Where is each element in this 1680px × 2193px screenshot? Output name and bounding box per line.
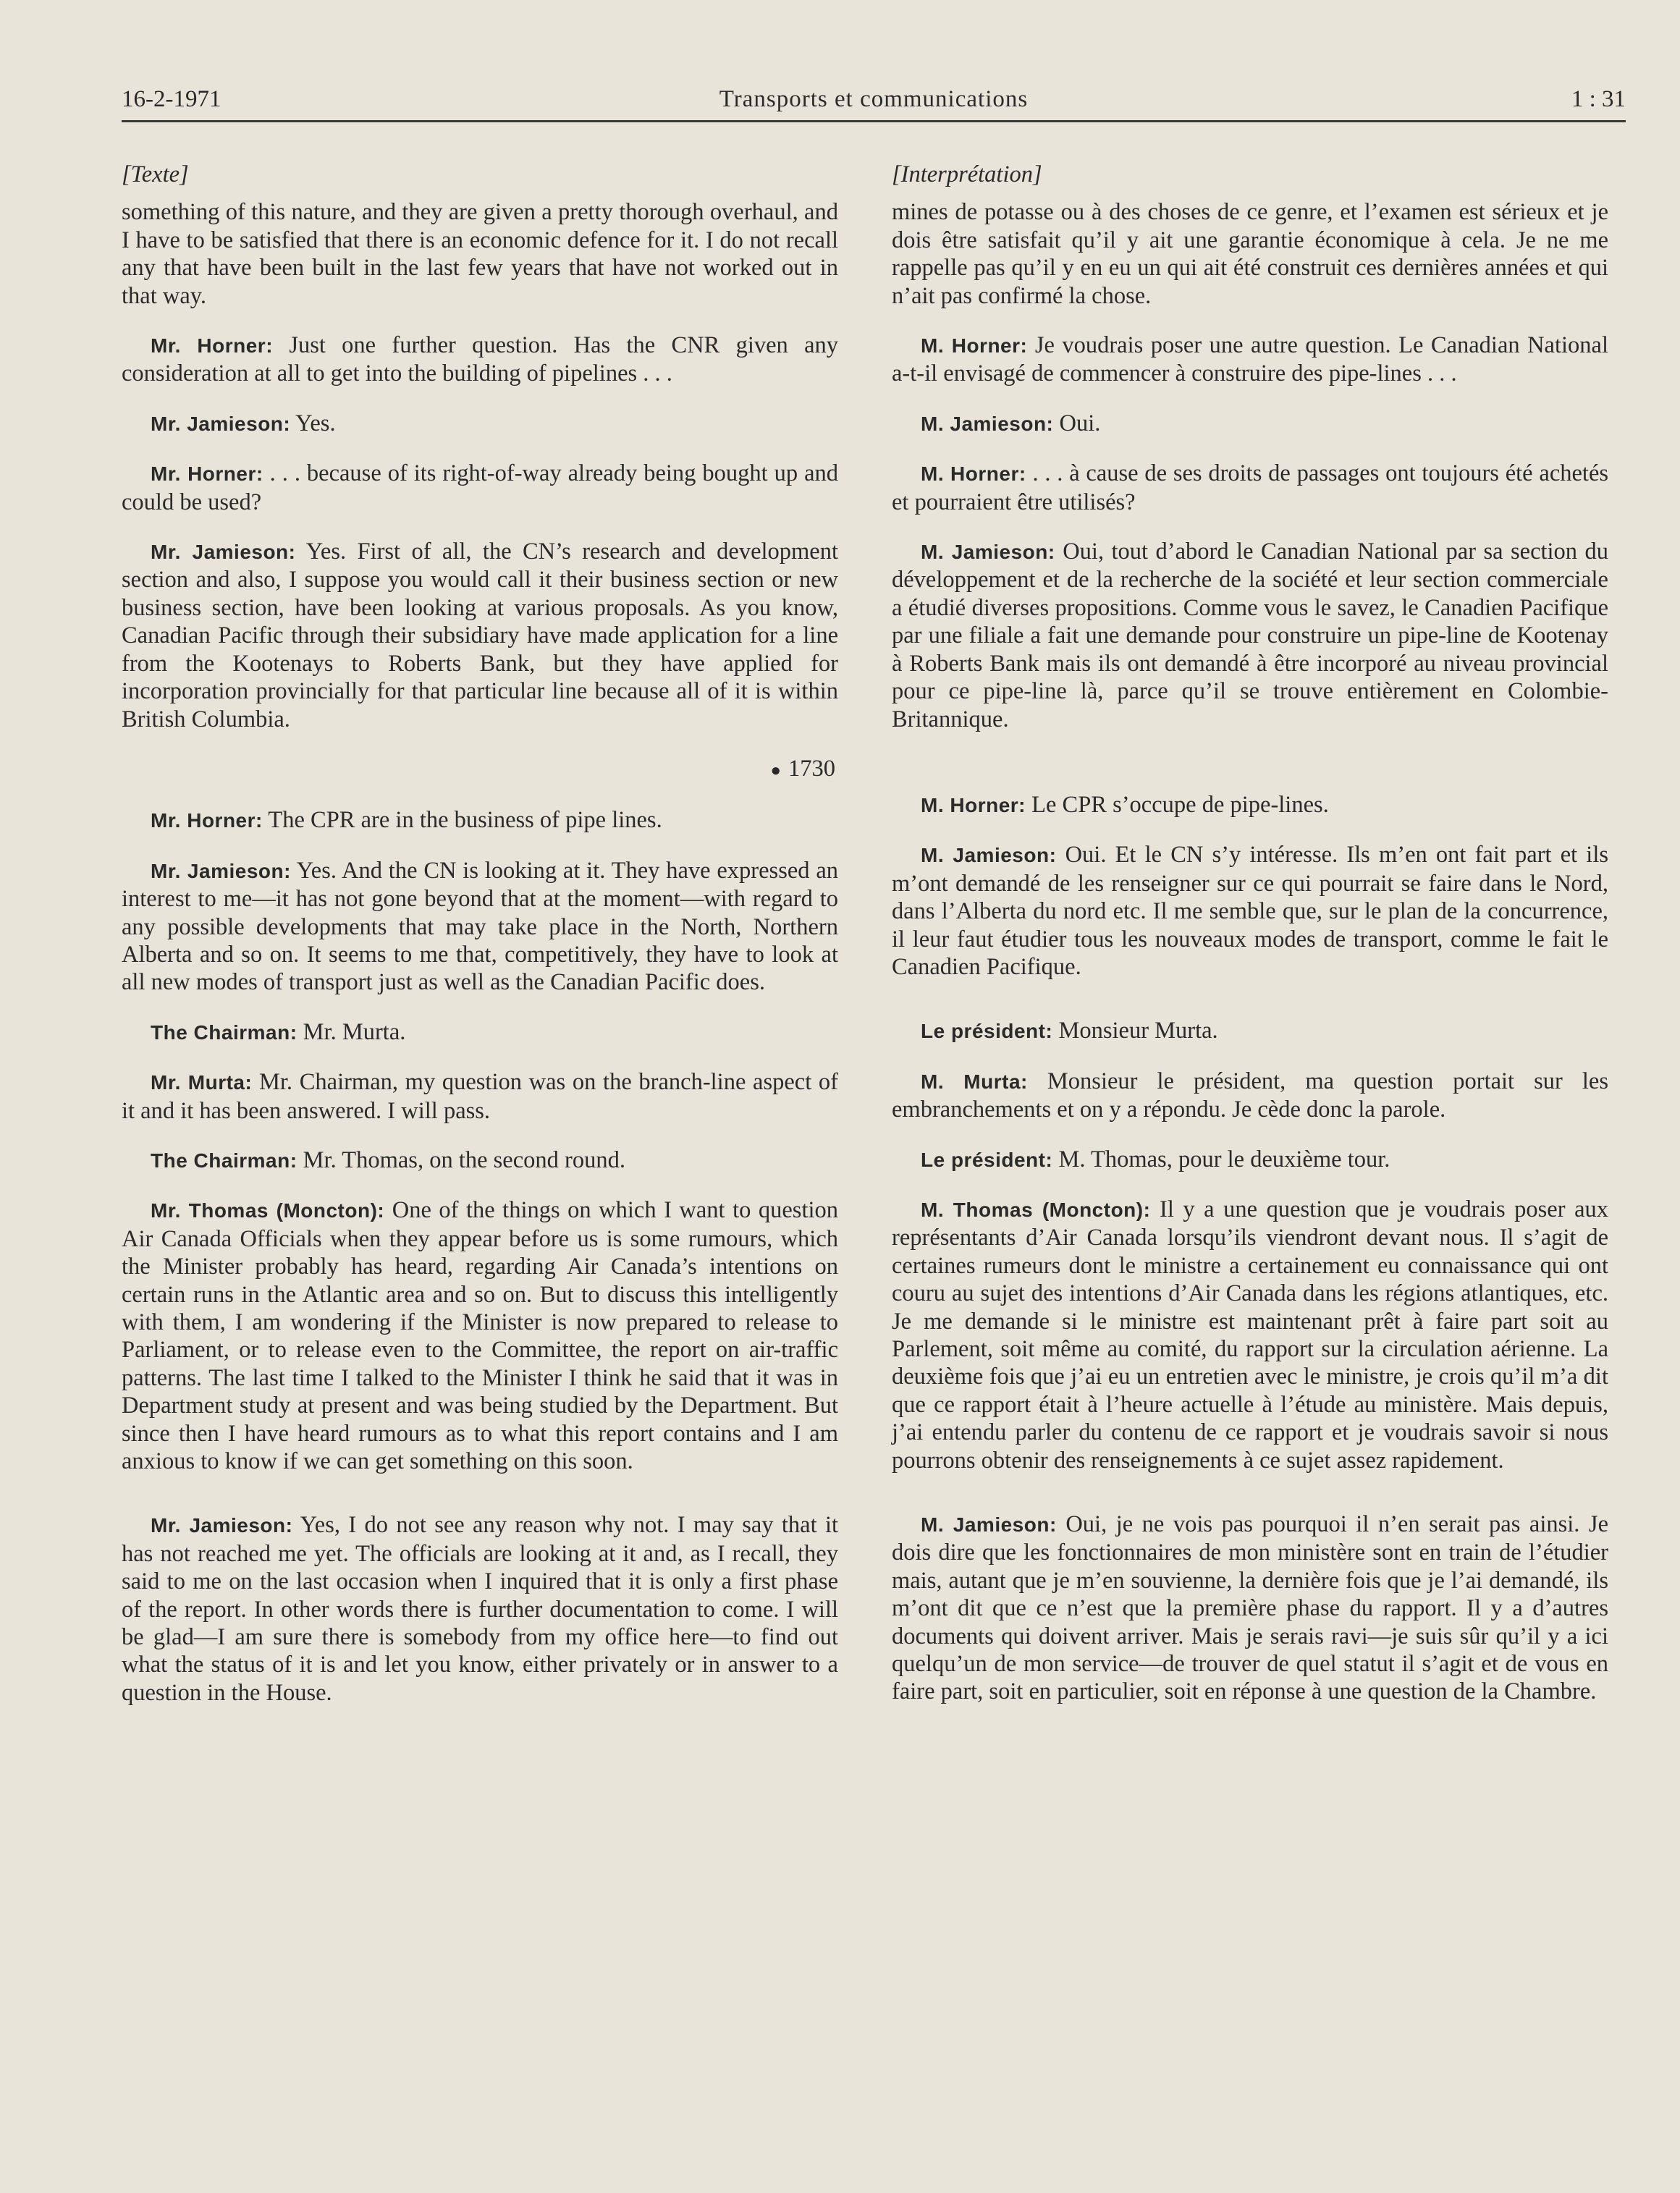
speaker-name: M. Jamieson: — [921, 541, 1055, 564]
paragraph: Le président: Monsieur Murta. — [921, 1018, 1218, 1044]
paragraph: M. Jamieson: Oui, tout d’abord le Canadian National par sa section du développement et de la recherche de la société et leur section commerciale a étudié diverses propositions. Comme vous le savez, le Canadien Pacifique par une filiale a fait une demande pour construire un pipe-line de Kootenay à Roberts Bank mais ils ont demandé à être incorporé au niveau provincial pour ce pipe-line là, parce qu’il se trouve entièrement en Colombie-Britannique. — [892, 538, 1609, 732]
paragraph: Mr. Horner: The CPR are in the business of pipe lines. — [151, 807, 662, 834]
speaker-name: M. Jamieson: — [921, 412, 1054, 435]
speaker-name: M. Thomas (Moncton): — [921, 1198, 1151, 1221]
paragraph: The Chairman: Mr. Murta. — [151, 1018, 406, 1045]
speaker-name: The Chairman: — [151, 1149, 297, 1172]
speaker-name: M. Murta: — [921, 1070, 1028, 1093]
paragraph: Mr. Horner: Just one further question. Has the CNR given any consideration at all to get into the building of pipelines . . . — [122, 332, 838, 387]
speaker-name: Mr. Jamieson: — [151, 541, 296, 564]
speaker-name: Mr. Horner: — [151, 809, 263, 832]
speaker-name: M. Jamieson: — [921, 1513, 1057, 1537]
paragraph: Mr. Horner: . . . because of its right-of-way already being bought up and could be used? — [122, 460, 838, 515]
paragraph: Mr. Jamieson: Yes, I do not see any reason why not. I may say that it has not reached me yet. The officials are looking at it and, as I recall, they said to me on the last occasion when I inquired that it is only a first phase of the report. In other words there is further documentation to come. I will be glad—I am sure there is somebody from my office here—to find out what the status of it is and let you know, either privately or in answer to a question in the House. — [122, 1512, 839, 1706]
paragraph: mines de potasse ou à des choses de ce genre, et l’examen est sérieux et je dois être satisfait qu’il y ait une garantie économique à cela. Je ne me rappelle pas qu’il y en eu un qui ait été construit ces dernières années et qui n’ait pas confirmé la chose. — [892, 199, 1608, 309]
speaker-name: Le président: — [921, 1148, 1053, 1171]
paragraph: The Chairman: Mr. Thomas, on the second round. — [151, 1146, 625, 1173]
paragraph: M. Horner: Le CPR s’occupe de pipe-lines. — [921, 791, 1329, 818]
speaker-name: Mr. Jamieson: — [151, 859, 291, 882]
paragraph: Mr. Jamieson: Yes. First of all, the CN’s research and development section and also, I suppose you would call it their business section or new business section, have been looking at various proposals. As you know, Canadian Pacific through their subsidiary have made application for a line from the Kootenays to Roberts Bank, but they have applied for incorporation provincially for that particular line because all of it is within British Columbia. — [122, 538, 839, 732]
speaker-name: M. Horner: — [921, 793, 1026, 816]
speaker-name: M. Horner: — [921, 462, 1026, 486]
paragraph: Mr. Jamieson: Yes. — [151, 410, 336, 436]
speaker-name: Mr. Thomas (Moncton): — [151, 1199, 385, 1222]
header-date: 16-2-1971 — [122, 86, 221, 112]
speaker-name: Mr. Horner: — [151, 334, 274, 358]
language-tag: [Interprétation] — [892, 161, 1042, 187]
speaker-name: The Chairman: — [151, 1021, 297, 1044]
time-marker: ● 1730 — [770, 755, 835, 782]
paragraph: Mr. Jamieson: Yes. And the CN is looking at it. They have expressed an interest to me—it has not gone beyond that at the moment—with regard to any possible developments that may take place in the North, Northern Alberta and so on. It seems to me that, competitively, they have to look at all new modes of transport just as well as the Canadian Pacific does. — [122, 857, 839, 996]
left-column — [122, 161, 838, 1728]
speaker-name: Mr. Horner: — [151, 462, 263, 486]
paragraph: M. Jamieson: Oui. Et le CN s’y intéresse. Ils m’en ont fait part et ils m’ont demandé de les renseigner sur ce qui pourrait se faire dans le Nord, dans l’Alberta du nord etc. Il me semble que, sur le plan de la concurrence, il leur faut étudier tous les nouveaux modes de transport, comme le fait le Canadien Pacifique. — [892, 842, 1608, 980]
paragraph: Mr. Murta: Mr. Chairman, my question was on the branch-line aspect of it and it has been answered. I will pass. — [122, 1069, 838, 1124]
speaker-name: M. Jamieson: — [921, 844, 1057, 867]
paragraph: something of this nature, and they are given a pretty thorough overhaul, and I have to be satisfied that there is an economic defence for it. I do not recall any that have been built in the last few years that have not worked out in that way. — [122, 199, 838, 309]
page-header — [122, 78, 1626, 119]
paragraph: M. Horner: . . . à cause de ses droits de passages ont toujours été achetés et pourraient être utilisés? — [892, 460, 1609, 515]
right-column — [892, 161, 1608, 1728]
speaker-name: Mr. Murta: — [151, 1071, 253, 1094]
language-tag: [Texte] — [122, 161, 189, 187]
paragraph: Mr. Thomas (Moncton): One of the things on which I want to question Air Canada Officials when they appear before us is some rumours, which the Minister probably has heard, regarding Air Canada’s intentions on certain runs in the Atlantic area and so on. But to discuss this intelligently with them, I am wondering if the Minister is now prepared to release to Parliament, or to release even to the Committee, the report on air-traffic patterns. The last time I talked to the Minister I think he said that it was in Department study at present and was being studied by the Department. But since then I have heard rumours as to what this report contains and I am anxious to know if we can get something on this soon. — [122, 1197, 838, 1475]
header-page-number: 1 : 31 — [1571, 86, 1626, 112]
paragraph: M. Horner: Je voudrais poser une autre question. Le Canadian National a-t-il envisagé de commencer à construire des pipe-lines . . . — [892, 332, 1608, 387]
paragraph: M. Thomas (Moncton): Il y a une question que je voudrais poser aux représentants d’Air Canada lorsqu’ils viendront devant nous. Il s’agit de certaines rumeurs dont le ministre a certainement eu connaissance qui ont couru au sujet des intentions d’Air Canada dans les régions atlantiques, etc. Je me demande si le ministre est maintenant prêt à faire part soit au Parlement, soit même au comité, du rapport sur la circulation aérienne. La deuxième fois que j’ai eu un entretien avec le ministre, je crois qu’il m’a dit que ce rapport était à l’heure actuelle à l’étude au ministère. Mais depuis, j’ai entendu parler du contenu de ce rapport et je voudrais savoir si nous pourrons obtenir des renseignements à ce sujet assez rapidement. — [892, 1196, 1609, 1474]
paragraph: M. Jamieson: Oui, je ne vois pas pourquoi il n’en serait pas ainsi. Je dois dire que les fonctionnaires de mon ministère sont en train de l’étudier mais, autant que je m’en souvienne, la dernière fois que je l’ai demandé, ils m’ont dit que ce n’est que la première phase du rapport. Il y a d’autres documents qui doivent arriver. Mais je serais ravi—je suis sûr qu’il y a ici quelqu’un de mon service—de trouver de quel statut il s’agit et de vous en faire part, soit en particulier, soit en réponse à une question de la Chambre. — [892, 1511, 1608, 1705]
speaker-name: Mr. Jamieson: — [151, 1514, 293, 1537]
speaker-name: Mr. Jamieson: — [151, 412, 291, 435]
speaker-name: Le président: — [921, 1020, 1053, 1043]
paragraph: M. Murta: Monsieur le président, ma question portait sur les embranchements et on y a répondu. Je cède donc la parole. — [892, 1068, 1608, 1123]
speaker-name: M. Horner: — [921, 334, 1028, 358]
header-title: Transports et communications — [719, 86, 1029, 112]
paragraph: Le président: M. Thomas, pour le deuxième tour. — [921, 1146, 1390, 1172]
bullet-icon: ● — [770, 761, 781, 780]
paragraph: M. Jamieson: Oui. — [921, 410, 1101, 436]
header-rule — [122, 120, 1626, 122]
